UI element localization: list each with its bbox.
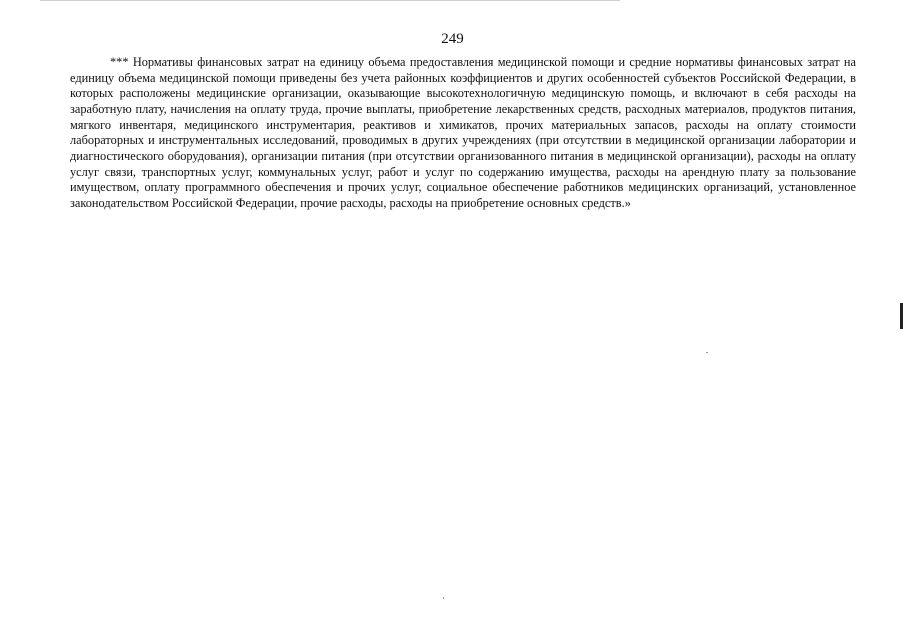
page-number: 249 bbox=[441, 31, 464, 47]
scan-top-edge bbox=[40, 0, 620, 1]
scan-speck bbox=[706, 352, 708, 353]
footnote-paragraph: *** Нормативы финансовых затрат на единицу объема предоставления медицинской помощи и средние нормативы финансовых затрат на единицу объема медицинской помощи приведены без учета районных коэффициентов и других особенностей субъектов Российской Федерации, в которых расположены медицинские организации, оказывающие высокотехнологичную медицинскую помощь, и включают в себя расходы на заработную плату, начисления на оплату труда, прочие выплаты, приобретение лекарственных средств, расходных материалов, продуктов питания, мягкого инвентаря, медицинского инструментария, реактивов и химикатов, прочих материальных запасов, расходы на оплату стоимости лабораторных и инструментальных исследований, проводимых в других учреждениях (при отсутствии в медицинской организации лаборатории и диагностического оборудования), организации питания (при отсутствии организованного питания в медицинской организации), расходы на оплату услуг связи, транспортных услуг, коммунальных услуг, работ и услуг по содержанию имущества, расходы на арендную плату за пользование имуществом, оплату программного обеспечения и прочих услуг, социальное обеспечение работников медицинских организаций, установленное законодательством Российской Федерации, прочие расходы, расходы на приобретение основных средств.» bbox=[70, 55, 856, 210]
scan-speck bbox=[443, 597, 444, 599]
scan-edge-mark bbox=[900, 303, 903, 329]
